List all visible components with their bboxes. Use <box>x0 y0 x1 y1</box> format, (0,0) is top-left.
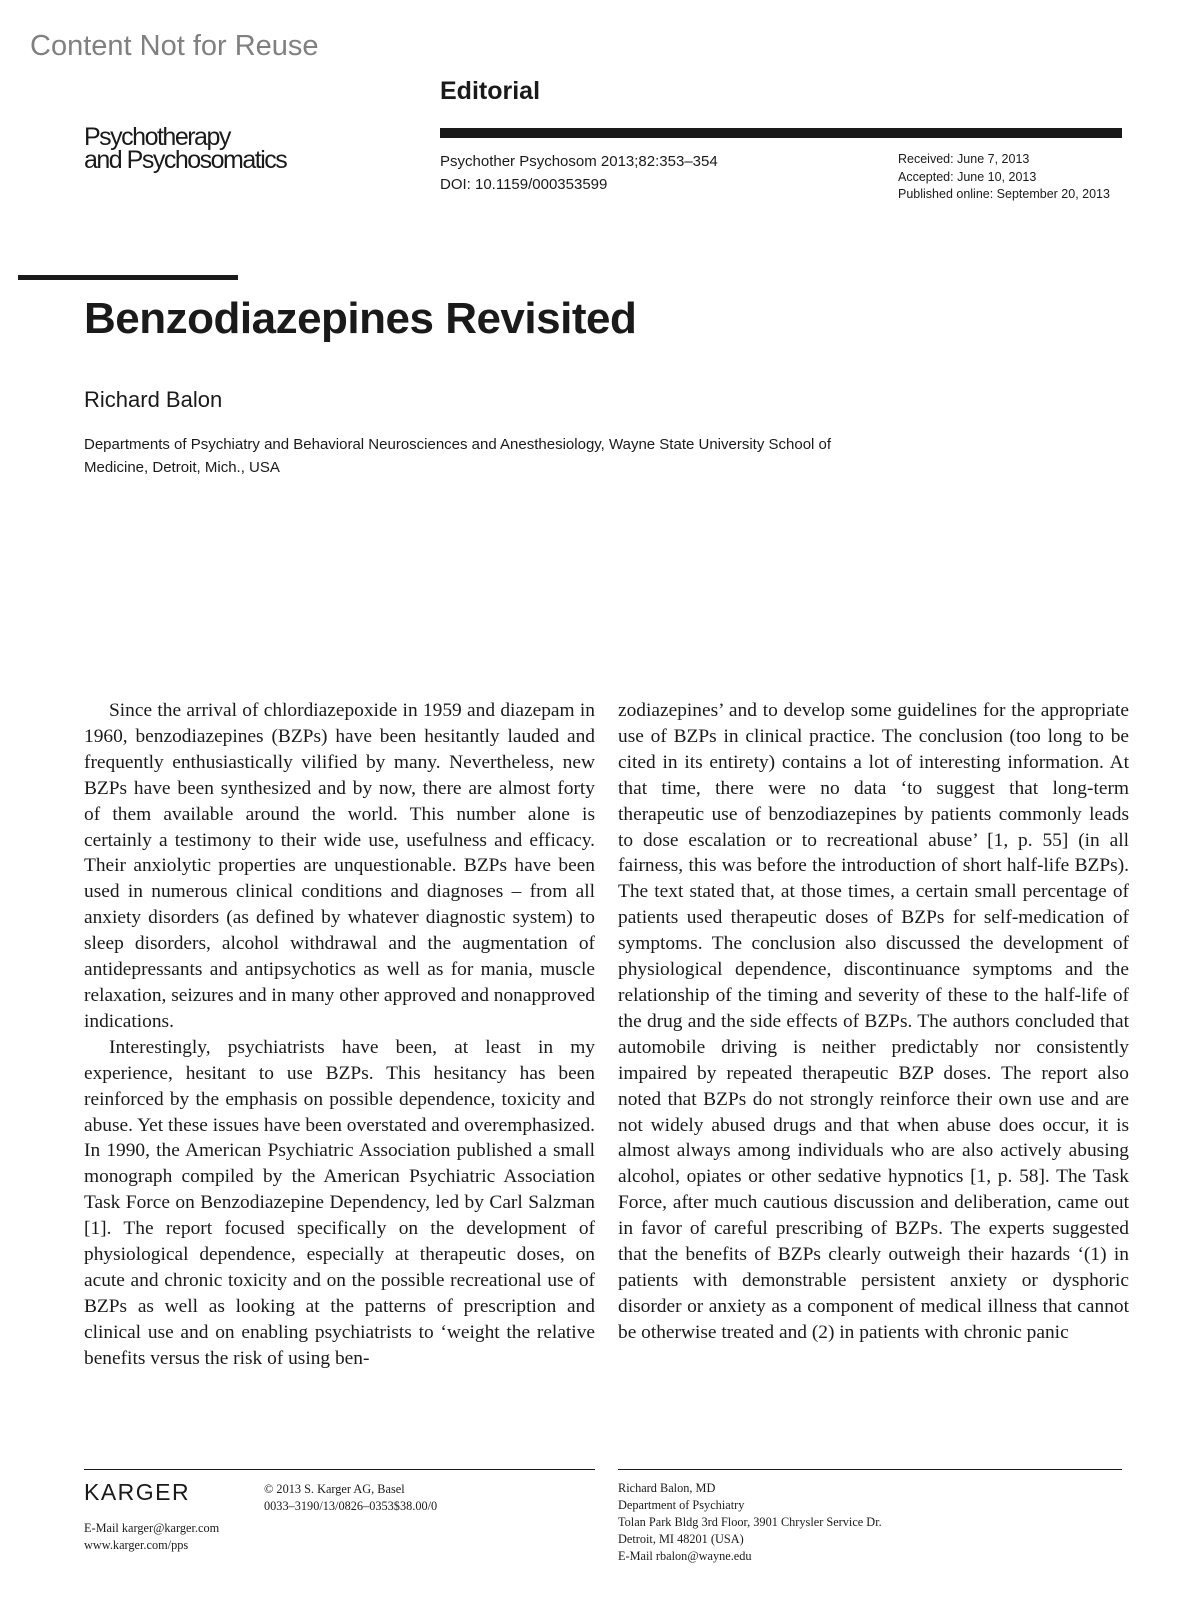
paragraph: zodiazepines’ and to develop some guidelines for the appropriate use of BZPs in clinical practice. The conclusion (too long to be cited in its entirety) contains a lot of interesting information. At that time, there were no data ‘to suggest that long-term therapeutic use of benzodiazepines by patients commonly leads to dose escalation or to recreational abuse’ [1, p. 55] (in all fairness, this was before the introduction of short half-life BZPs). The text stated that, at those times, a certain small percentage of patients used therapeutic doses of BZPs for self-medication of symptoms. The conclusion also discussed the development of physiological dependence, discontinuance symptoms and the relationship of the timing and severity of these to the half-life of the drug and the side effects of BZPs. The authors concluded that automobile driving is neither predictably nor consistently impaired by repeated therapeutic BZP doses. The report also noted that BZPs do not strongly reinforce their own use and are not widely abused drugs and that when abuse does occur, it is almost always among individuals who are also actively abusing alcohol, opiates or other sedative hypnotics [1, p. 58]. The Task Force, after much cautious discussion and deliberation, came out in favor of careful prescribing of BZPs. The experts suggested that the benefits of BZPs clearly outweigh their hazards ‘(1) in patients with demonstrable persistent anxiety or dysphoric disorder or anxiety as a component of medical illness that cannot be otherwise treated and (2) in patients with chronic panic <box>618 700 1129 1343</box>
paragraph: Interestingly, psychiatrists have been, at least in my experience, hesitant to use BZPs. This hesitancy has been reinforced by the emphasis on possible dependence, toxicity and abuse. Yet these issues have been overstated and overemphasized. In 1990, the American Psychiatric Association published a small monograph compiled by the American Psychiatric Association Task Force on Benzodiazepine Dependency, led by Carl Salzman [1]. The report focused specifically on the development of physiological dependence, especially at therapeutic doses, on acute and chronic toxicity and on the possible recreational use of BZPs as well as looking at the patterns of prescription and clinical use and on enabling psychiatrists to ‘weight the relative benefits versus the risk of using ben- <box>84 1036 596 1369</box>
paragraph: Since the arrival of chlordiazepoxide in 1959 and diazepam in 1960, benzodiazepines (BZPs) have been hesitantly lauded and frequently enthusiastically vilified by many. Nevertheless, new BZPs have been synthesized and by now, there are almost forty of them available around the world. This number alone is certainly a testimony to their wide use, usefulness and efficacy. Their anxiolytic properties are unquestionable. BZPs have been used in numerous clinical conditions and diagnoses – from all anxiety disorders (as defined by whatever diagnostic system) to sleep disorders, alcohol withdrawal and the augmentation of antidepressants and antipsychotics as well as for mania, muscle relaxation, seizures and in many other approved and nonapproved indications. <box>84 700 595 1032</box>
accepted-date: Accepted: June 10, 2013 <box>898 169 1037 184</box>
body-column-2 <box>618 698 1129 1346</box>
published-date: Published online: September 20, 2013 <box>898 187 1110 201</box>
corr-city: Detroit, MI 48201 (USA) <box>618 1532 744 1546</box>
citation-block <box>440 150 718 196</box>
publisher-logo: KARGER <box>84 1479 191 1505</box>
article-title: Benzodiazepines Revisited <box>84 294 637 343</box>
issn-code: 0033–3190/13/0826–0353$38.00/0 <box>264 1499 438 1513</box>
journal-logo <box>84 123 304 174</box>
author-affiliation: Departments of Psychiatry and Behavioral Neurosciences and Anesthesiology, Wayne State University School of Medicine, Detroit, Mich., USA <box>84 436 832 476</box>
dates-block <box>898 151 1110 204</box>
journal-logo-line1: Psychotherapy <box>84 123 230 151</box>
corr-address: Tolan Park Bldg 3rd Floor, 3901 Chrysler Service Dr. <box>618 1515 882 1529</box>
footer-rule-left <box>84 1469 595 1470</box>
publisher-website[interactable]: www.karger.com/pps <box>84 1538 189 1552</box>
publisher-contact <box>84 1520 219 1554</box>
author-name: Richard Balon <box>84 387 223 412</box>
doi: DOI: 10.1159/000353599 <box>440 176 608 193</box>
publisher-email[interactable]: E-Mail karger@karger.com <box>84 1521 220 1535</box>
corr-name: Richard Balon, MD <box>618 1481 716 1495</box>
body-column-1 <box>84 698 595 1372</box>
copyright: © 2013 S. Karger AG, Basel <box>264 1482 405 1496</box>
corr-department: Department of Psychiatry <box>618 1498 745 1512</box>
title-rule <box>18 275 238 280</box>
received-date: Received: June 7, 2013 <box>898 152 1030 166</box>
corr-email[interactable]: E-Mail rbalon@wayne.edu <box>618 1549 752 1563</box>
header-rule <box>440 128 1122 138</box>
correspondence-block <box>618 1480 882 1565</box>
watermark: Content Not for Reuse <box>30 30 319 62</box>
copyright-block <box>264 1481 437 1515</box>
journal-logo-line2: and Psychosomatics <box>84 146 287 174</box>
journal-citation: Psychother Psychosom 2013;82:353–354 <box>440 153 718 170</box>
footer-rule-right <box>618 1469 1122 1470</box>
section-label: Editorial <box>440 77 541 105</box>
